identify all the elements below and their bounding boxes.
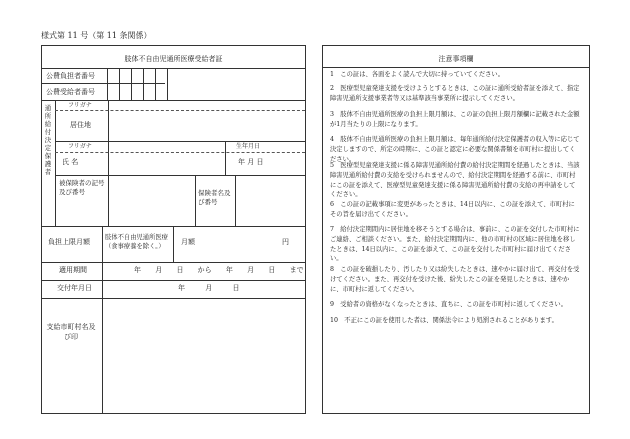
- guardian-section-label: 通所給付決定保護者: [44, 104, 52, 176]
- monthly-amount-label: 月額: [181, 238, 195, 246]
- note-item-2: 2 医療型児童発達支援を受けようとするときは、この証に通所受給者証を添えて、指定障害児通所支援事業者等又は基準該当事業所に提示してください。: [330, 85, 580, 102]
- issue-date-value: 年 月 日: [178, 284, 240, 292]
- note-item-5: 5 医療型児童発達支援に係る障害児通所給付費の給付決定期間を経過したときは、当該障害児通所給付費の支給を受けられませんので、給付決定期間を経過する前に、市町村にこの証を添えて、医療型児童発達支援に係る障害児通所給付費の支給の再申請をしてください。: [330, 162, 580, 199]
- birth-date-label: 生年月日: [236, 143, 261, 150]
- address-label: 居住地: [70, 121, 91, 129]
- note-item-1: 1 この証は、各面をよく読んで大切に持っていてください。: [330, 71, 505, 78]
- copay-limit-label: 負担上限月額: [48, 238, 90, 246]
- public-payer-number-label: 公費負担者番号: [46, 72, 95, 80]
- note-item-6: 6 この証の記載事項に変更があったときは、14日以内に、この証を添えて、市町村にその旨を届け出てください。: [330, 201, 575, 218]
- note-item-10: 10 不正にこの証を使用した者は、関係法令により処罰されることがあります。: [330, 317, 558, 324]
- form-number-label: 様式第 11 号（第 11 条関係）: [41, 31, 152, 40]
- note-item-9: 9 受給者の資格がなくなったときは、直ちに、この証を市町村に返してください。: [330, 301, 567, 308]
- birth-date-value: 年 月 日: [238, 158, 264, 166]
- furigana-label-1: フリガナ: [68, 102, 92, 109]
- insurer-name-number-label: 保険者名及び番号: [198, 189, 231, 206]
- notes-title: 注意事項欄: [438, 55, 474, 63]
- insured-symbol-number-label: 被保険者の記号及び番号: [59, 179, 105, 196]
- note-item-7: 7 給付決定期間内に居住地を移そうとする場合は、事前に、この証を交付した市町村にご連絡、ご相談ください。また、給付決定期間内に、他の市町村の区域に居住地を移したときは、14日以内に、この証を添えて、この証を交付した市町村に届け出てください。: [330, 226, 580, 263]
- name-label: 氏 名: [62, 158, 79, 166]
- note-item-3: 3 肢体不自由児通所医療の負担上限月額は、この証の負担上限月額欄に記載された金額が1月当たりの上限になります。: [330, 111, 580, 128]
- certificate-title: 肢体不自由児通所医療受給者証: [124, 55, 223, 63]
- payer-municipality-label: 支給市町村名及び印: [46, 323, 96, 341]
- note-item-4: 4 肢体不自由児通所医療の負担上限月額は、毎年通所給付決定保護者の収入等に応じて決定しますので、所定の時期に、この証と認定に必要な関係書類を市町村に提出してください。: [330, 136, 580, 163]
- furigana-label-2: フリガナ: [68, 143, 92, 150]
- valid-period-label: 適用期間: [59, 266, 87, 274]
- issue-date-label: 交付年月日: [57, 284, 92, 292]
- yen-label: 円: [282, 238, 289, 246]
- recipient-number-label: 公費受給者番号: [46, 88, 95, 96]
- copay-medical-label: 肢体不自由児通所医療（食事療養を除く。）: [105, 234, 168, 250]
- notes-panel: [322, 45, 590, 414]
- note-item-8: 8 この証を破損したり、汚したり又は紛失したときは、速やかに届け出て、再交付を受けてください。また、再交付を受けた後、紛失したこの証を発見したときは、速やかに、市町村に返してください。: [330, 266, 580, 293]
- valid-period-value: 年 月 日 から 年 月 日 まで: [134, 266, 304, 274]
- certificate-form: [41, 45, 306, 414]
